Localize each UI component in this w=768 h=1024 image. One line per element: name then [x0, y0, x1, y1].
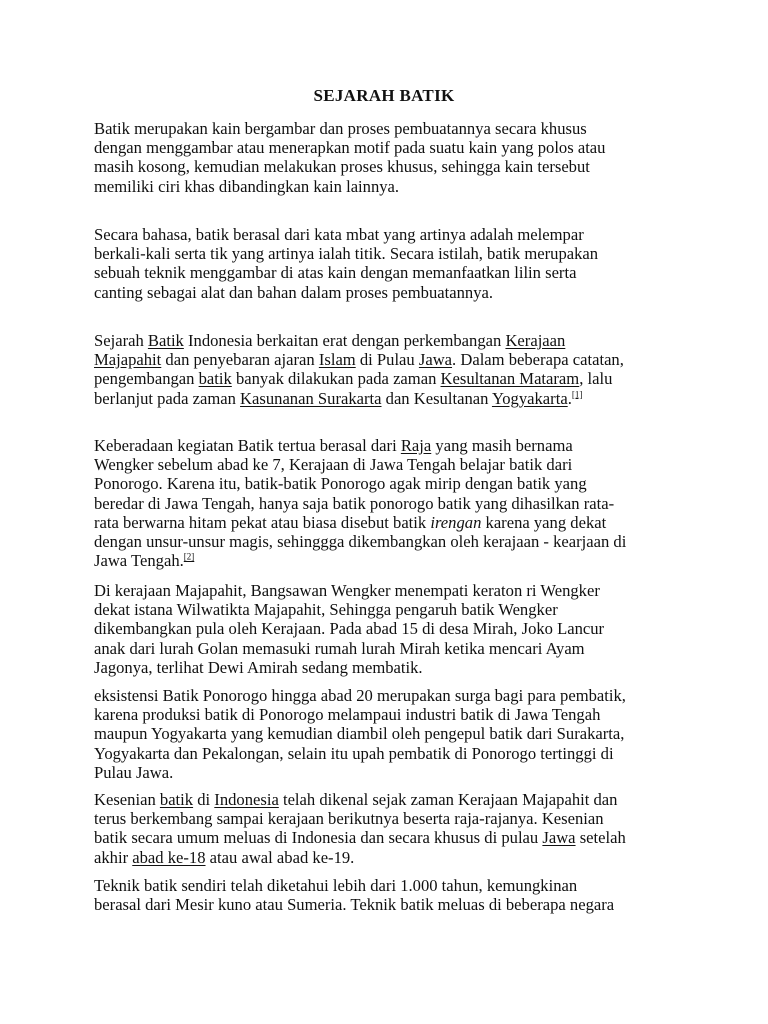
text-line: Jagonya, terlihat Dewi Amirah sedang membatik.: [94, 657, 423, 677]
text-line: beredar di Jawa Tengah, hanya saja batik ponorogo batik yang dihasilkan rata-: [94, 493, 615, 513]
text-line: berkali-kali serta tik yang artinya ialah titik. Secara istilah, batik merupakan: [94, 244, 599, 264]
italic-term: irengan: [430, 512, 482, 532]
text-line: [94, 331, 682, 350]
paragraph-history: [94, 331, 682, 408]
link-majapahit[interactable]: Majapahit: [94, 350, 162, 370]
text-line: dengan menggambar atau menerapkan motif pada suatu kain yang polos atau: [94, 138, 606, 158]
text-line: [94, 790, 682, 809]
text: telah dikenal sejak zaman Kerajaan Majapahit dan: [278, 790, 618, 809]
link-batik[interactable]: Batik: [147, 331, 184, 350]
paragraph-origin: [94, 436, 682, 570]
text-line: [94, 436, 682, 455]
link-kesultanan-mataram[interactable]: Kesultanan Mataram: [440, 369, 580, 389]
text-line: [94, 513, 682, 532]
text-line: Secara bahasa, batik berasal dari kata mbat yang artinya adalah melempar: [94, 225, 584, 244]
link-abad-ke-18[interactable]: abad ke-18: [132, 847, 206, 867]
text: Sejarah: [94, 331, 148, 350]
text-line: Ponorogo. Karena itu, batik-batik Ponorogo agak mirip dengan batik yang: [94, 474, 587, 494]
text: di Pulau: [355, 350, 419, 370]
text: atau awal abad ke-19.: [205, 847, 355, 867]
link-indonesia[interactable]: Indonesia: [214, 790, 279, 809]
text: Jawa Tengah.: [94, 551, 184, 571]
paragraph-ponorogo: [94, 686, 682, 782]
text-line: karena produksi batik di Ponorogo melampaui industri batik di Jawa Tengah: [94, 705, 601, 725]
text-line: canting sebagai alat dan bahan dalam proses pembuatannya.: [94, 282, 494, 302]
paragraph-definition: [94, 119, 682, 196]
link-kasunanan-surakarta[interactable]: Kasunanan Surakarta: [240, 388, 382, 408]
link-batik[interactable]: batik: [159, 790, 194, 809]
text-line: masih kosong, kemudian melakukan proses khusus, sehingga kain tersebut: [94, 157, 590, 177]
text: .: [567, 388, 572, 408]
footnote-2-link[interactable]: [2]: [183, 551, 195, 562]
text-line: [94, 551, 682, 570]
text-line: Pulau Jawa.: [94, 762, 174, 782]
text: akhir: [94, 847, 133, 867]
paragraph-majapahit: [94, 581, 682, 677]
text: , lalu: [579, 369, 613, 389]
text-line: sebuah teknik menggambar di atas kain dengan memanfaatkan lilin serta: [94, 263, 577, 283]
text-line: [94, 848, 682, 867]
link-kerajaan[interactable]: Kerajaan: [505, 331, 566, 350]
text-line: Teknik batik sendiri telah diketahui lebih dari 1.000 tahun, kemungkinan: [94, 876, 578, 895]
link-jawa[interactable]: Jawa: [418, 350, 453, 370]
text-line: [94, 389, 682, 408]
text-line: dekat istana Wilwatikta Majapahit, Sehingga pengaruh batik Wengker: [94, 600, 558, 620]
text: banyak dilakukan pada zaman: [231, 369, 441, 389]
link-raja[interactable]: Raja: [400, 436, 432, 455]
text-line: dikembangkan pula oleh Kerajaan. Pada abad 15 di desa Mirah, Joko Lancur: [94, 619, 605, 639]
footnote-1-link[interactable]: [1]: [571, 389, 583, 400]
paragraph-etymology: [94, 225, 682, 302]
text-line: [94, 828, 682, 847]
paragraph-kesenian: [94, 790, 682, 867]
text-line: Batik merupakan kain bergambar dan proses pembuatannya secara khusus: [94, 119, 587, 138]
text-line: Yogyakarta dan Pekalongan, selain itu upah pembatik di Ponorogo tertinggi di: [94, 743, 614, 763]
link-jawa[interactable]: Jawa: [542, 828, 576, 848]
text: . Dalam beberapa catatan,: [452, 350, 624, 370]
text-line: [94, 350, 682, 369]
text-line: berasal dari Mesir kuno atau Sumeria. Teknik batik meluas di beberapa negara: [94, 895, 615, 915]
text-line: maupun Yogyakarta yang kemudian diambil oleh pengepul batik dari Surakarta,: [94, 724, 625, 744]
text: setelah: [575, 828, 626, 848]
text-line: Di kerajaan Majapahit, Bangsawan Wengker menempati keraton ri Wengker: [94, 581, 600, 600]
page-title: SEJARAH BATIK: [313, 86, 455, 105]
text: dan Kesultanan: [381, 388, 492, 408]
text: Indonesia berkaitan erat dengan perkembangan: [183, 331, 506, 350]
text-line: [94, 369, 682, 388]
text: di: [193, 790, 215, 809]
text-line: anak dari lurah Golan memasuki rumah lurah Mirah ketika mencari Ayam: [94, 638, 585, 658]
text-line: terus berkembang sampai kerajaan berikutnya beserta raja-rajanya. Kesenian: [94, 809, 604, 829]
text-line: memiliki ciri khas dibandingkan kain lainnya.: [94, 176, 400, 196]
text: rata berwarna hitam pekat atau biasa disebut batik: [94, 512, 431, 532]
text-line: Wengker sebelum abad ke 7, Kerajaan di Jawa Tengah belajar batik dari: [94, 455, 573, 475]
text: dan penyebaran ajaran: [161, 350, 319, 370]
link-batik[interactable]: batik: [198, 369, 232, 389]
text-line: eksistensi Batik Ponorogo hingga abad 20 merupakan surga bagi para pembatik,: [94, 686, 626, 705]
link-yogyakarta[interactable]: Yogyakarta: [491, 388, 568, 408]
text: Keberadaan kegiatan Batik tertua berasal dari: [94, 436, 401, 455]
text: batik secara umum meluas di Indonesia dan secara khusus di pulau: [94, 828, 543, 848]
text-line: dengan unsur-unsur magis, sehinggga dikembangkan oleh kerajaan - kearjaan di: [94, 532, 627, 552]
text: karena yang dekat: [481, 512, 607, 532]
text: berlanjut pada zaman: [94, 388, 241, 408]
link-islam[interactable]: Islam: [318, 350, 356, 370]
text: Kesenian: [94, 790, 160, 809]
text: pengembangan: [94, 369, 199, 389]
paragraph-teknik: [94, 876, 682, 914]
text: yang masih bernama: [431, 436, 573, 455]
